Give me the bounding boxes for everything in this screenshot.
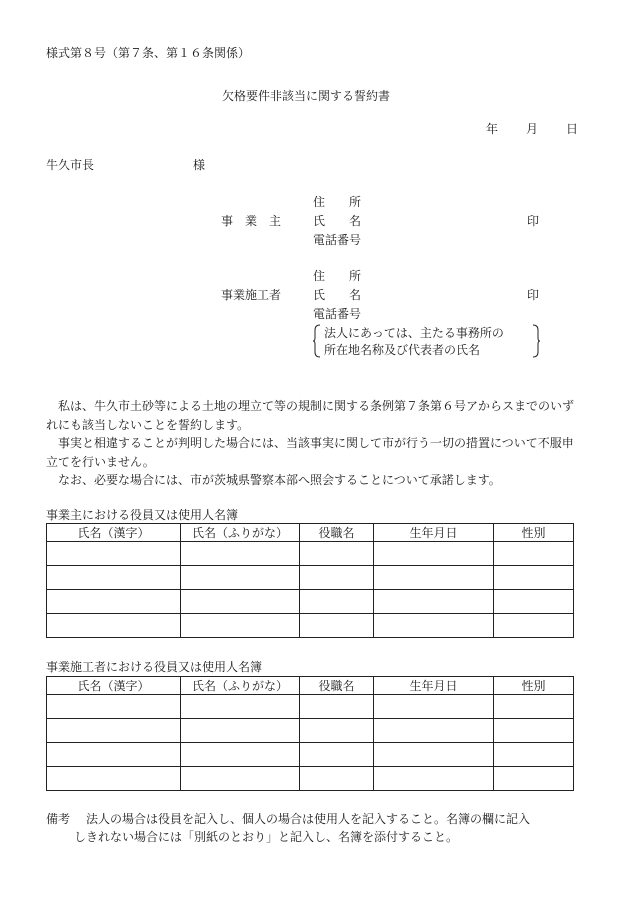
owner-address-label: 住 所: [313, 195, 362, 209]
document-title: 欠格要件非該当に関する誓約書: [222, 89, 391, 103]
table-cell[interactable]: [494, 695, 574, 719]
table-cell[interactable]: [374, 743, 494, 767]
contractor-name-label: 氏 名: [313, 288, 362, 302]
table-cell[interactable]: [374, 614, 494, 638]
table-cell[interactable]: [181, 542, 300, 566]
table-cell[interactable]: [494, 614, 574, 638]
table-row: [47, 566, 574, 590]
column-header: 生年月日: [374, 677, 494, 695]
table-cell[interactable]: [374, 590, 494, 614]
right-bracket: [531, 324, 541, 358]
column-header: 氏名（ふりがな）: [181, 524, 300, 542]
table-cell[interactable]: [181, 695, 300, 719]
addressee-honorific: 様: [193, 158, 206, 172]
table-cell[interactable]: [181, 590, 300, 614]
table-header-row: [47, 677, 574, 695]
contractor-phone-label: 電話番号: [313, 307, 362, 321]
column-header: 氏名（漢字）: [47, 524, 181, 542]
owner-name-label: 氏 名: [313, 214, 362, 228]
table-cell[interactable]: [374, 719, 494, 743]
table-cell[interactable]: [47, 614, 181, 638]
table-row: [47, 590, 574, 614]
column-header: 性別: [494, 524, 574, 542]
date-day-label: 日: [566, 122, 579, 136]
table2-caption: 事業施工者における役員又は使用人名簿: [46, 660, 263, 674]
owner-phone-label: 電話番号: [313, 233, 362, 247]
column-header: 氏名（ふりがな）: [181, 677, 300, 695]
remarks-line-2: しきれない場合には「別紙のとおり」と記入し、名簿を添付すること。: [74, 830, 459, 844]
table-cell[interactable]: [494, 743, 574, 767]
table-cell[interactable]: [300, 566, 374, 590]
table-cell[interactable]: [494, 566, 574, 590]
table-cell[interactable]: [494, 542, 574, 566]
contractor-seal-mark: 印: [527, 288, 540, 302]
date-year-label: 年: [486, 122, 499, 136]
table-cell[interactable]: [47, 743, 181, 767]
table-cell[interactable]: [300, 767, 374, 791]
table-cell[interactable]: [47, 542, 181, 566]
table-header-row: [47, 524, 574, 542]
table1-caption: 事業主における役員又は使用人名簿: [46, 508, 239, 522]
date-month-label: 月: [526, 122, 539, 136]
table-row: [47, 719, 574, 743]
table-cell[interactable]: [47, 566, 181, 590]
table-cell[interactable]: [181, 719, 300, 743]
table-cell[interactable]: [47, 590, 181, 614]
table-row: [47, 743, 574, 767]
table-cell[interactable]: [300, 695, 374, 719]
form-number: 様式第８号（第７条、第１６条関係）: [46, 46, 251, 60]
table-cell[interactable]: [374, 767, 494, 791]
table-cell[interactable]: [47, 719, 181, 743]
pledge-text: [46, 397, 580, 490]
column-header: 役職名: [300, 524, 374, 542]
contractor-roster-table: [46, 676, 574, 791]
table-cell[interactable]: [374, 695, 494, 719]
addressee-name: 牛久市長: [46, 158, 95, 172]
owner-roster-table: [46, 523, 574, 638]
table-cell[interactable]: [181, 614, 300, 638]
table-cell[interactable]: [300, 719, 374, 743]
table-cell[interactable]: [300, 590, 374, 614]
column-header: 性別: [494, 677, 574, 695]
table-cell[interactable]: [374, 566, 494, 590]
table-cell[interactable]: [300, 743, 374, 767]
table-cell[interactable]: [181, 743, 300, 767]
column-header: 氏名（漢字）: [47, 677, 181, 695]
pledge-paragraph-3: なお、必要な場合には、市が茨城県警察本部へ照会することについて承諾します。: [46, 473, 501, 487]
remarks-line-1: 法人の場合は役員を記入し、個人の場合は使用人を記入すること。名簿の欄に記入: [86, 812, 531, 826]
table-row: [47, 614, 574, 638]
contractor-address-label: 住 所: [313, 269, 362, 283]
contractor-note-line2: 所在地名称及び代表者の氏名: [324, 343, 481, 357]
left-bracket: [312, 324, 322, 358]
column-header: 生年月日: [374, 524, 494, 542]
table-cell[interactable]: [494, 590, 574, 614]
table-row: [47, 542, 574, 566]
table-cell[interactable]: [47, 695, 181, 719]
owner-role-label: 事 業 主: [221, 214, 282, 228]
table-cell[interactable]: [300, 542, 374, 566]
contractor-role-label: 事業施工者: [221, 288, 282, 302]
table-cell[interactable]: [181, 566, 300, 590]
table-row: [47, 695, 574, 719]
pledge-paragraph-2: 事実と相違することが判明した場合には、当該事実に関して市が行う一切の措置について不服申立てを行いません。: [46, 436, 574, 469]
pledge-paragraph-1: 私は、牛久市土砂等による土地の埋立て等の規制に関する条例第７条第６号アからスまでのいずれにも該当しないことを誓約します。: [46, 399, 575, 432]
table-cell[interactable]: [181, 767, 300, 791]
owner-seal-mark: 印: [527, 214, 540, 228]
column-header: 役職名: [300, 677, 374, 695]
table-cell[interactable]: [494, 719, 574, 743]
contractor-note-line1: 法人にあっては、主たる事務所の: [324, 326, 504, 340]
remarks-label: 備考: [46, 812, 71, 826]
table-cell[interactable]: [47, 767, 181, 791]
table-row: [47, 767, 574, 791]
table-cell[interactable]: [300, 614, 374, 638]
table-cell[interactable]: [494, 767, 574, 791]
table-cell[interactable]: [374, 542, 494, 566]
